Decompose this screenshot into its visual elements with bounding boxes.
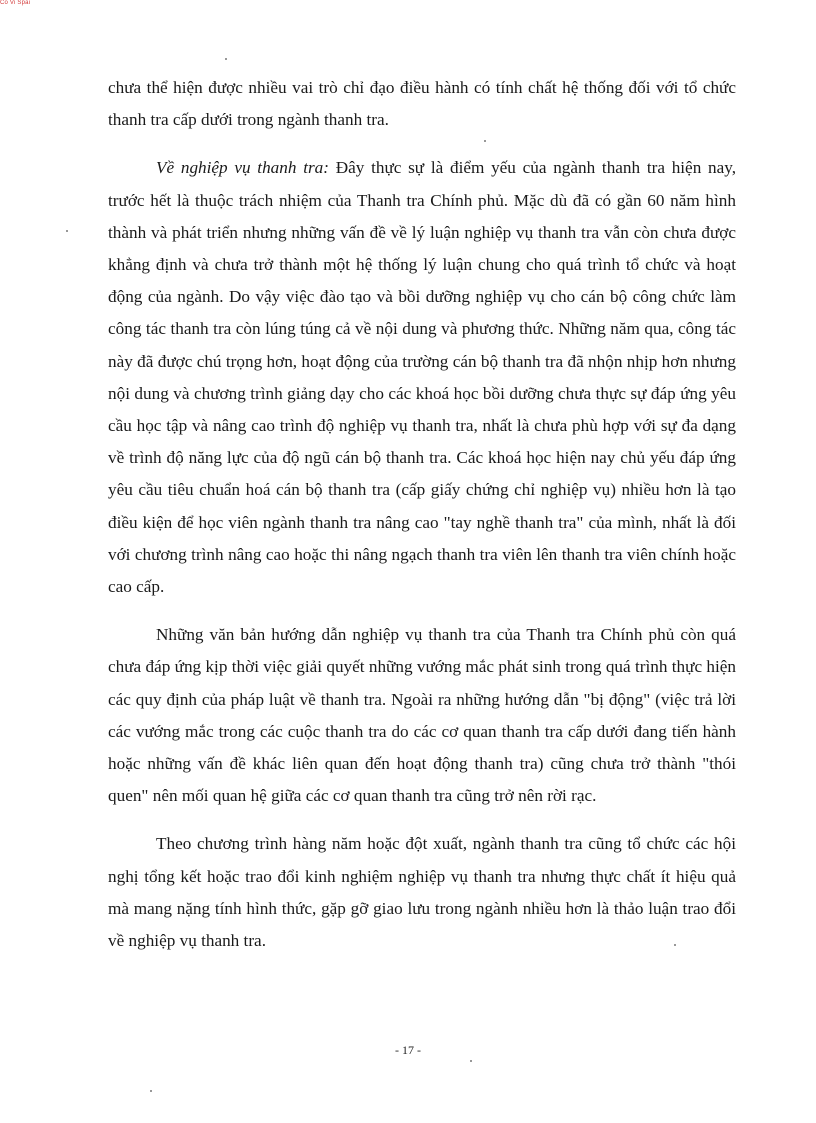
scan-speck bbox=[150, 1090, 152, 1092]
scan-speck bbox=[674, 944, 676, 946]
paragraph-text: Những văn bản hướng dẫn nghiệp vụ thanh tra của Thanh tra Chính phủ còn quá chưa đáp ứng kịp thời việc giải quyết những vướng mắc phát sinh trong quá trình thực hiện các quy định của pháp luật về thanh tra. Ngoài ra những hướng dẫn "bị động" (việc trả lời các vướng mắc trong các cuộc thanh tra do các cơ quan thanh tra cấp dưới đang tiến hành hoặc những vấn đề khác liên quan đến hoạt động thanh tra) cũng chưa trở thành "thói quen" nên mối quan hệ giữa các cơ quan thanh tra cũng trở nên rời rạc. bbox=[108, 625, 736, 806]
scan-speck bbox=[484, 140, 486, 142]
scan-speck bbox=[470, 1060, 472, 1062]
paragraph-text: Theo chương trình hàng năm hoặc đột xuất, ngành thanh tra cũng tổ chức các hội nghị tổng kết hoặc trao đổi kinh nghiệm nghiệp vụ thanh tra nhưng thực chất ít hiệu quả mà mang nặng tính hình thức, gặp gỡ giao lưu trong ngành nhiều hơn là thảo luận trao đổi về nghiệp vụ thanh tra. bbox=[108, 834, 736, 951]
paragraph-lead-heading: Về nghiệp vụ thanh tra: bbox=[156, 158, 329, 178]
paragraph-text: chưa thể hiện được nhiều vai trò chỉ đạo điều hành có tính chất hệ thống đối với tổ chức thanh tra cấp dưới trong ngành thanh tra. bbox=[108, 78, 736, 130]
corner-stamp: Co Vi Spai bbox=[0, 0, 31, 6]
page-body bbox=[108, 72, 736, 957]
paragraph-continuation bbox=[108, 72, 736, 136]
scan-speck bbox=[225, 58, 227, 60]
paragraph-text: Đây thực sự là điểm yếu của ngành thanh tra hiện nay, trước hết là thuộc trách nhiệm của Thanh tra Chính phủ. Mặc dù đã có gần 60 năm hình thành và phát triển nhưng những vấn đề về lý luận nghiệp vụ thanh tra vẫn còn chưa được khẳng định và chưa trở thành một hệ thống lý luận chung cho quá trình tổ chức và hoạt động của ngành. Do vậy việc đào tạo và bồi dưỡng nghiệp vụ cho cán bộ công chức làm công tác thanh tra còn lúng túng cả về nội dung và phương thức. Những năm qua, công tác này đã được chú trọng hơn, hoạt động của trường cán bộ thanh tra đã nhộn nhịp hơn nhưng nội dung và chương trình giảng dạy cho các khoá học bồi dưỡng chưa thực sự đáp ứng yêu cầu học tập và nâng cao trình độ nghiệp vụ thanh tra, nhất là chưa phù hợp với sự đa dạng về trình độ năng lực của độ ngũ cán bộ thanh tra. Các khoá học hiện nay chủ yếu đáp ứng yêu cầu tiêu chuẩn hoá cán bộ thanh tra (cấp giấy chứng chỉ nghiệp vụ) nhiều hơn là tạo điều kiện để học viên ngành thanh tra nâng cao "tay nghề thanh tra" của mình, nhất là đối với chương trình nâng cao hoặc thi nâng ngạch thanh tra viên lên thanh tra viên chính hoặc cao cấp. bbox=[108, 158, 737, 597]
scan-speck bbox=[66, 230, 68, 232]
paragraph-nghiep-vu bbox=[108, 152, 736, 603]
paragraph-chuong-trinh bbox=[108, 828, 736, 957]
page-number: - 17 - bbox=[395, 1043, 421, 1057]
paragraph-van-ban-huong-dan bbox=[108, 619, 736, 812]
